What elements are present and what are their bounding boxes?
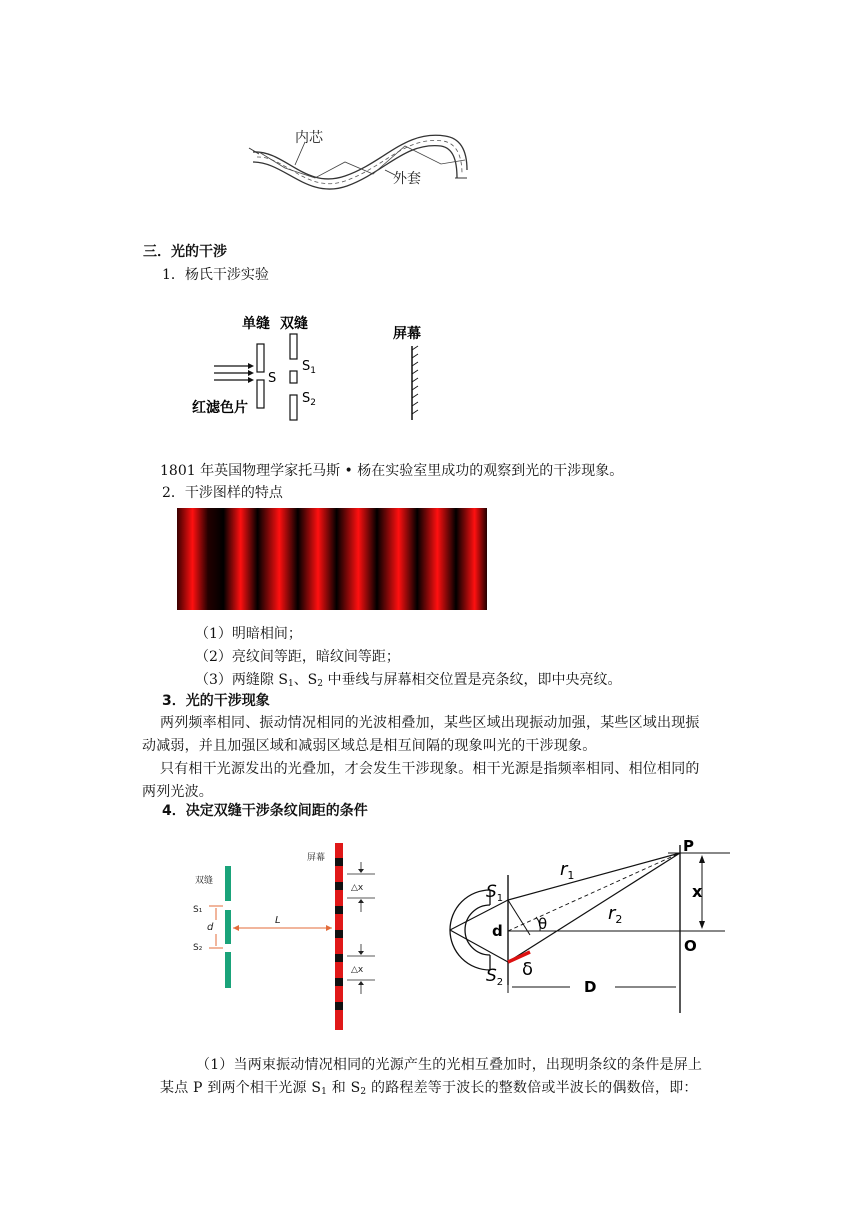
core-label: 内芯 — [295, 130, 323, 146]
item3-paragraph-2 — [142, 758, 732, 804]
feature-2: （2）亮纹间等距，暗纹间等距； — [195, 649, 400, 665]
P-label: P — [683, 837, 694, 855]
screen-label: 屏幕 — [307, 853, 326, 863]
screen-label: 屏幕 — [393, 326, 421, 342]
S2-label: $S_2$ — [486, 966, 504, 988]
filter-label: 红滤色片 — [192, 400, 248, 416]
condition-paragraph — [160, 1054, 760, 1100]
dx-label-2: △x — [351, 965, 364, 975]
interference-fringe-pattern — [177, 508, 487, 610]
item3-p2-line1: 只有相干光源发出的光叠加，才会发生干涉现象。相干光源是指频率相同、相位相同的 — [160, 761, 700, 777]
single-slit-label: 单缝 — [242, 316, 270, 332]
feature-3: （3）两缝隙 $S_1$、$S_2$ 中垂线与屏幕相交位置是亮条纹，即中央亮纹。 — [195, 672, 622, 689]
s1-label: $S_1$ — [302, 359, 316, 376]
item2-title: 2．干涉图样的特点 — [162, 485, 283, 501]
item3-paragraph-1 — [142, 712, 732, 758]
r1-label: $r_1$ — [560, 859, 575, 882]
s1-label: S₁ — [193, 905, 203, 915]
O-label: O — [684, 937, 697, 955]
D-label: D — [584, 978, 597, 996]
feature-1: （1）明暗相间； — [195, 626, 302, 642]
d-label: d — [492, 922, 503, 940]
L-label: L — [275, 915, 281, 926]
dx-label-1: △x — [351, 883, 364, 893]
delta-label: δ — [522, 959, 534, 980]
x-label: x — [692, 882, 703, 901]
r2-label: $r_2$ — [608, 903, 623, 926]
item3-p1-line1: 两列频率相同、振动情况相同的光波相叠加，某些区域出现振动加强，某些区域出现振 — [160, 715, 700, 731]
optical-fiber-figure — [245, 120, 475, 200]
item3-p1-line2: 动减弱，并且加强区域和减弱区域总是相互间隔的现象叫光的干涉现象。 — [142, 738, 597, 754]
young-experiment-figure — [190, 310, 450, 425]
item3-p2-line2: 两列光波。 — [142, 784, 213, 800]
S1-label: $S_1$ — [486, 882, 504, 904]
item4-title: 4．决定双缝干涉条纹间距的条件 — [162, 803, 368, 819]
item3-title: 3．光的干涉现象 — [162, 693, 270, 709]
s-label: S — [268, 371, 277, 386]
theta-label: θ — [538, 915, 548, 933]
path-difference-diagram — [440, 835, 740, 1015]
condition-line2: 某点 P 到两个相干光源 $S_1$ 和 $S_2$ 的路程差等于波长的整数倍或半波长的偶数倍，即： — [160, 1080, 698, 1097]
double-slit-label: 双缝 — [195, 876, 214, 886]
section-heading: 三．光的干涉 — [143, 244, 227, 260]
double-slit-label: 双缝 — [280, 316, 308, 332]
item1-title: 1．杨氏干涉实验 — [162, 267, 269, 283]
condition-line1: （1）当两束振动情况相同的光源产生的光相互叠加时，出现明条纹的条件是屏上 — [196, 1057, 703, 1073]
cladding-label: 外套 — [393, 171, 421, 187]
double-slit-spacing-diagram — [185, 838, 385, 1033]
s2-label: $S_2$ — [302, 391, 316, 408]
s2-label: S₂ — [193, 943, 203, 953]
d-label: d — [207, 922, 214, 933]
history-text: 1801 年英国物理学家托马斯 • 杨在实验室里成功的观察到光的干涉现象。 — [160, 463, 624, 479]
